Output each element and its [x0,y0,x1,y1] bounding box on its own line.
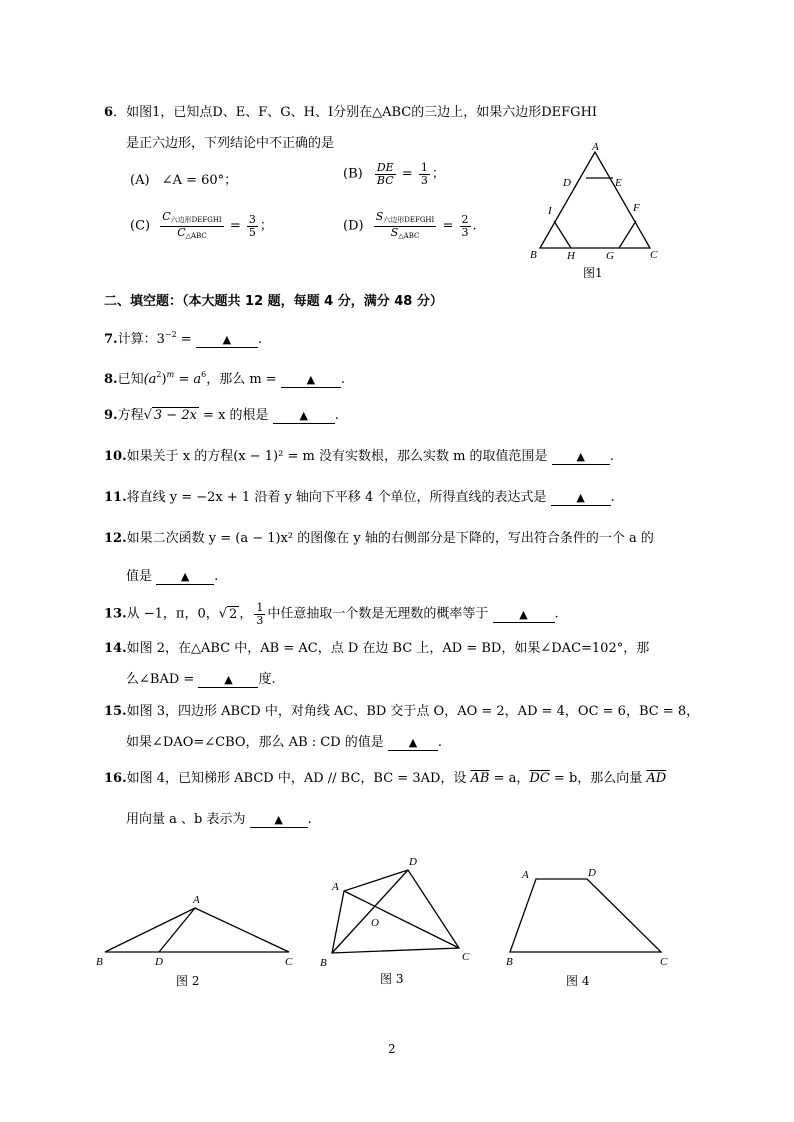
fig1-label-i: I [548,205,552,217]
q14-line1: 14.如图 2，在△ABC 中，AB = AC，点 D 在边 BC 上，AD = BD，如果∠DAC=102°，那 [104,641,650,656]
q12-answer-blank[interactable]: ▲ [156,569,214,585]
q6-option-a [130,172,237,190]
q6-option-d-rhs: $\frac{2}{3}$ [461,213,469,239]
q6-option-c-rhs: $\frac{3}{5}$ [248,213,256,239]
fig1-label-b: B [530,249,537,261]
q13-number: 13. [104,606,127,622]
fig3-label-o: O [371,917,379,929]
q6-option-b-label: (B) [343,166,363,182]
q15-number: 15. [104,704,127,719]
q14-answer-blank[interactable]: ▲ [198,672,258,688]
q8: 8.已知$(a^2)^m = a^6$，那么 m = ▲ . [104,370,345,387]
page-number: 2 [388,1042,396,1056]
fig3-label-b: B [320,957,327,969]
q13-answer-blank[interactable]: ▲ [493,607,555,623]
q6-option-c-label: (C) [130,218,151,234]
q6-option-a-text: ∠A = 60°； [161,173,238,188]
q6-number: 6 [104,105,114,120]
q8-number: 8. [104,372,118,387]
q10: 10.如果关于 x 的方程(x − 1)² = m 没有实数根，那么实数 m 的取值范围是 ▲ . [104,449,614,464]
fig4-label-d: D [588,867,596,879]
q15-line1: 15.如图 3，四边形 ABCD 中，对角线 AC、BD 交于点 O，AO = 2，AD = 4，OC = 6，BC = 8， [104,704,700,719]
fig1-label-h: H [567,250,575,262]
fig2-label-a: A [193,894,200,906]
fig2-label-d: D [155,956,163,968]
q7: 7.计算：$3^{-2}$ = ▲ . [104,330,262,347]
q12-number: 12. [104,531,127,546]
fig3-label-c: C [462,951,470,963]
q6-line1-text: 如图1，已知点D、E、F、G、H、I分别在△ABC的三边上，如果六边形DEFGHI [126,105,598,120]
q16-line1: 16.如图 4，已知梯形 ABCD 中，AD // BC，BC = 3AD，设 $\overline{AB} = a$，$\overline{DC} = b$，那么向量 $\overline{AD}$ [104,771,667,786]
fig4-label-a: A [522,869,529,881]
figure-3-caption: 图 3 [380,972,404,986]
q12-line1: 12.如果二次函数 y = (a − 1)x² 的图像在 y 轴的右侧部分是下降的，写出符合条件的一个 a 的 [104,531,654,546]
fig3-label-a: A [332,881,339,893]
fig1-label-d: D [563,177,571,189]
q14-line2: 么∠BAD = ▲ 度. [126,672,276,687]
q12-line2: 值是 ▲ . [126,569,219,584]
q6-option-b: (B) $\frac{DE}{BC}$ = $\frac{1}{3}$ ； [343,161,445,187]
q13: 13.从 −1，π，0，√ 2 ， $\frac{1}{3}$ 中任意抽取一个数是无理数的概率等于 ▲ . [104,601,559,627]
q16-vector-dc: $\overline{DC}$ [529,771,550,786]
q15-line2: 如果∠DAO=∠CBO，那么 AB : CD 的值是 ▲ . [126,735,443,750]
q10-number: 10. [104,449,127,464]
figure-2-diagram [92,888,307,973]
fig1-label-a: A [592,141,599,153]
q11: 11.将直线 y = −2x + 1 沿着 y 轴向下平移 4 个单位，所得直线的表达式是 ▲ . [104,490,615,505]
fig1-label-g: G [606,250,614,262]
fig1-label-c: C [650,249,658,261]
q8-answer-blank[interactable]: ▲ [281,372,341,388]
q16-vector-ab: $\overline{AB}$ [470,771,490,786]
figure-1-caption: 图1 [583,266,603,280]
q9-answer-blank[interactable]: ▲ [273,408,335,424]
q16-answer-blank[interactable]: ▲ [250,812,308,828]
fig2-label-c: C [285,956,293,968]
q11-answer-blank[interactable]: ▲ [551,490,611,506]
q13-fraction: $\frac{1}{3}$ [256,601,264,627]
q6-option-d-label: (D) [343,218,364,234]
q16-vector-ad: $\overline{AD}$ [646,771,667,786]
figure-3-diagram [312,848,477,973]
q15-answer-blank[interactable]: ▲ [388,735,438,751]
q6-option-d: (D) $\frac{S_{六边形DEFGHI}}{S_{\triangle ABC}}$ = $\frac{2}{3}$ . [343,210,477,240]
q16-number: 16. [104,771,127,786]
fig2-label-b: B [96,956,103,968]
fig4-label-b: B [506,956,513,968]
section-2-heading: 二、填空题：（本大题共 12 题，每题 4 分，满分 48 分） [104,294,443,309]
fig1-label-e: E [615,177,622,189]
fig4-label-c: C [660,956,668,968]
q16-line2: 用向量 a 、b 表示为 ▲ . [126,812,312,827]
q9-number: 9. [104,408,118,423]
figure-4-diagram [500,860,680,970]
q6-option-d-frac: $\frac{S_{六边形DEFGHI}}{S_{\triangle ABC}}$ [375,210,435,240]
q6-option-a-label: (A) [130,173,150,188]
q6-option-b-frac: $\frac{DE}{BC}$ [376,161,394,187]
q6-option-c-frac: $\frac{C_{六边形DEFGHI}}{C_{\triangle ABC}}$ [162,210,222,240]
q6-option-b-rhs: $\frac{1}{3}$ [420,161,428,187]
fig1-label-f: F [633,202,640,214]
q14-number: 14. [104,641,127,656]
q9: 9.方程√ 3 − 2x = x 的根是 ▲ . [104,408,339,423]
q7-answer-blank[interactable]: ▲ [196,332,258,348]
figure-4-caption: 图 4 [566,974,590,988]
q6-option-c: (C) $\frac{C_{六边形DEFGHI}}{C_{\triangle ABC}}$ = $\frac{3}{5}$ ； [130,210,273,240]
q10-answer-blank[interactable]: ▲ [552,449,610,465]
figure-2-caption: 图 2 [176,974,200,988]
figure-1-diagram [520,138,670,283]
q6-line1: 6．如图1，已知点D、E、F、G、H、I分别在△ABC的三边上，如果六边形DEFGHI [104,105,598,120]
q7-number: 7. [104,332,118,347]
q11-number: 11. [104,490,127,505]
fig3-label-d: D [409,856,417,868]
q6-line2: 是正六边形，下列结论中不正确的是 [126,136,335,151]
